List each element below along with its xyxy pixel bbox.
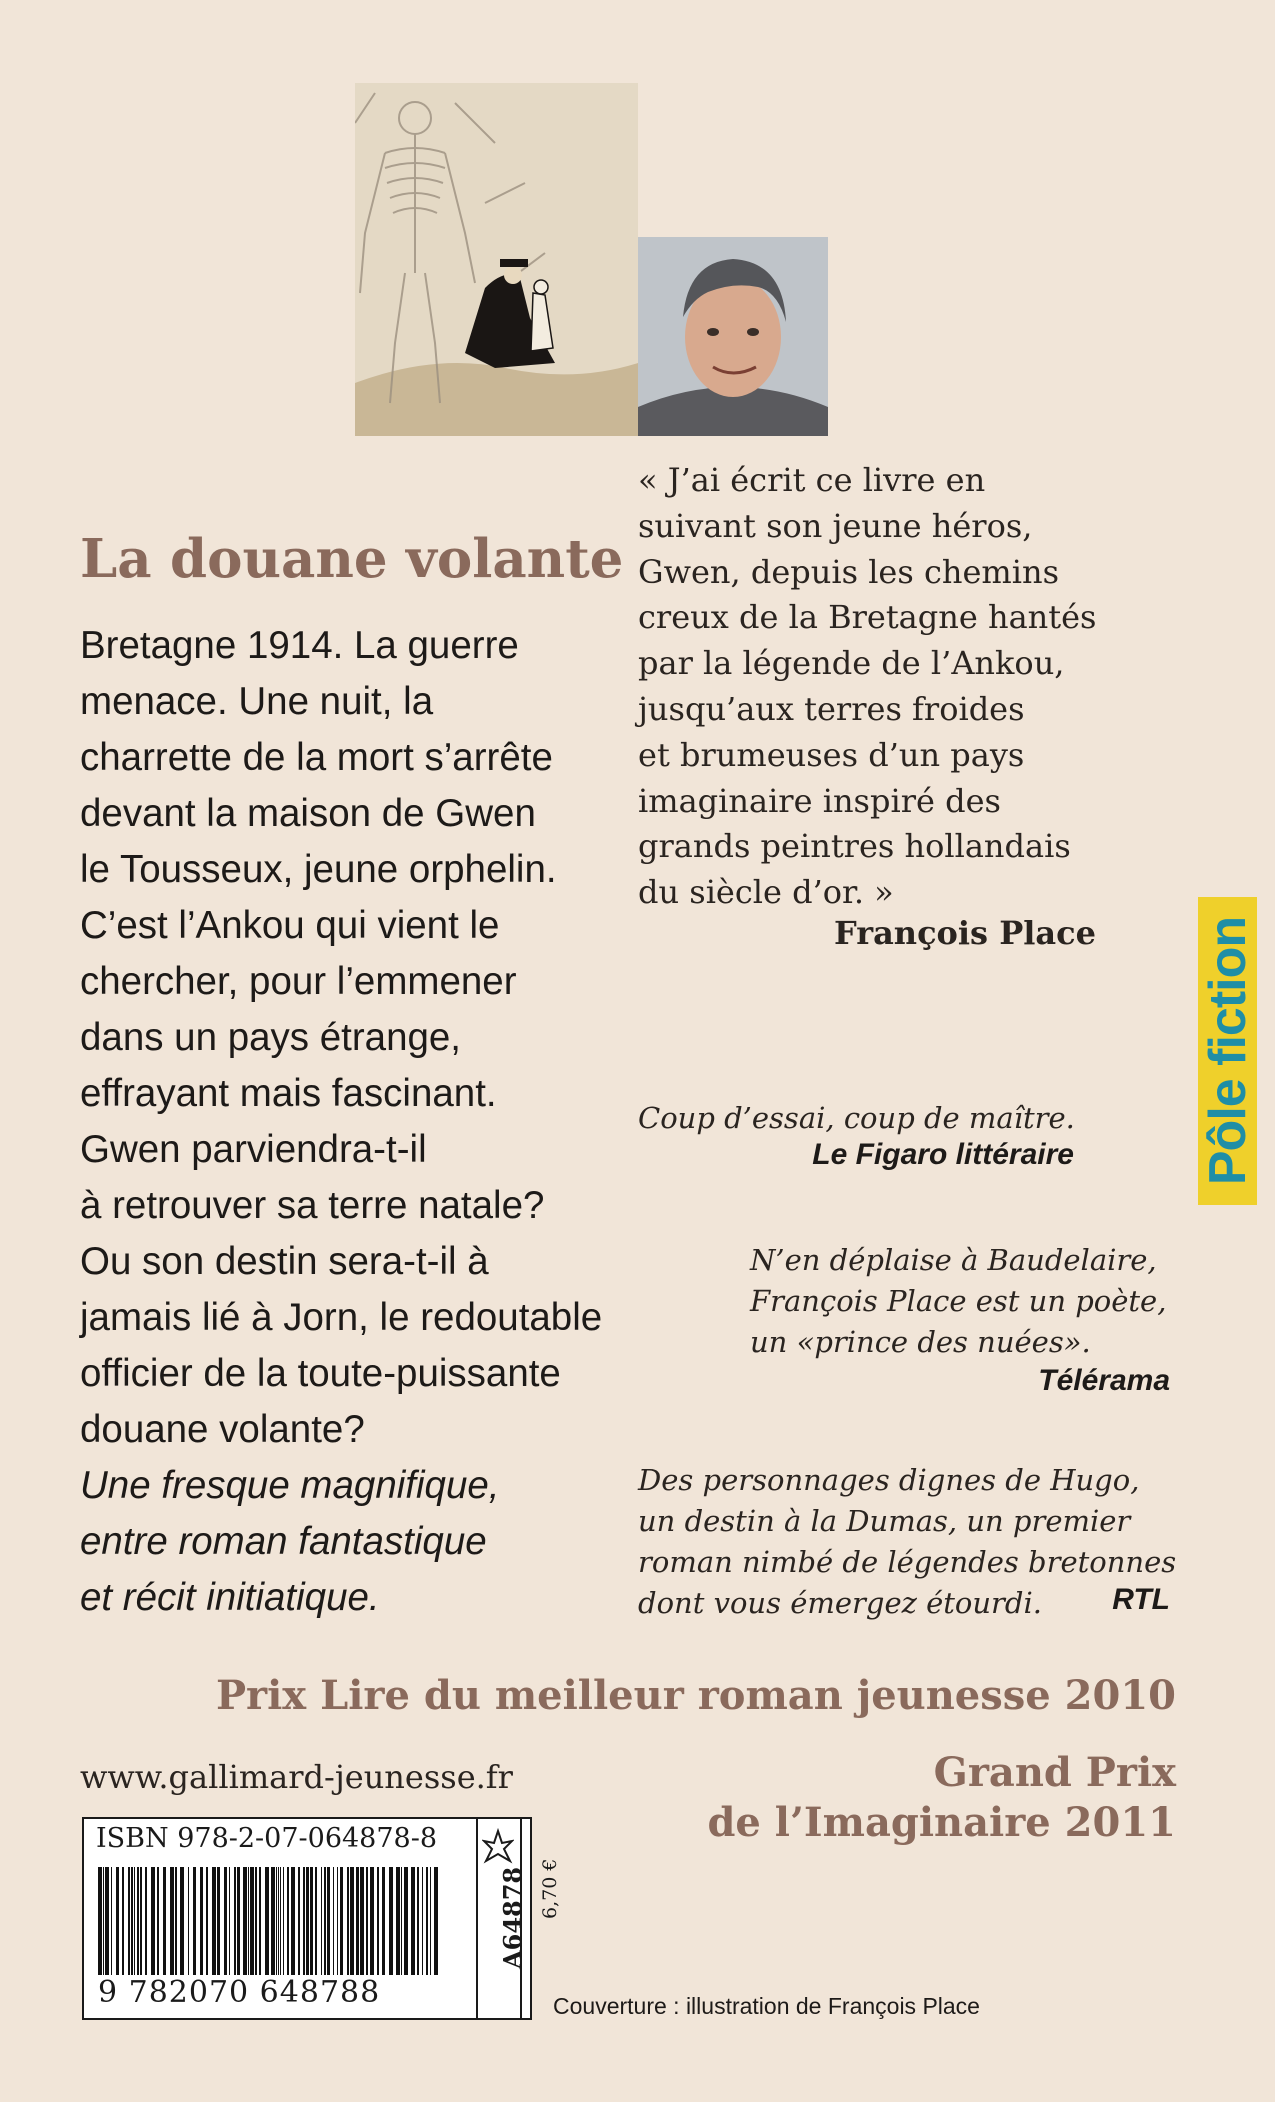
review-line: dont vous émergez étourdi. <box>638 1586 1042 1620</box>
barcode-bar <box>411 1867 415 1975</box>
barcode-bar <box>291 1867 295 1975</box>
barcode-bar <box>140 1867 142 1975</box>
barcode-bar <box>103 1867 104 1975</box>
barcode-bar <box>243 1867 247 1975</box>
review-source: RTL <box>1112 1583 1170 1616</box>
quote-line: creux de la Bretagne hantés <box>638 598 1097 637</box>
barcode-bar <box>280 1867 281 1975</box>
quote-line: grands peintres hollandais <box>638 827 1071 866</box>
barcode-bar <box>128 1867 130 1975</box>
barcode-bar <box>333 1867 334 1975</box>
barcode-bar <box>170 1867 174 1975</box>
barcode-bar <box>315 1867 317 1975</box>
author-photo <box>638 237 828 436</box>
quote-line: « J’ai écrit ce livre en <box>638 461 986 499</box>
tagline-line: Une fresque magnifique, <box>80 1464 500 1507</box>
barcode-bar <box>206 1867 208 1975</box>
review-text <box>750 1240 1166 1363</box>
divider <box>476 1819 478 2018</box>
barcode-bar <box>271 1867 275 1975</box>
synopsis-line: devant la maison de Gwen <box>80 792 536 835</box>
barcode-bar <box>366 1867 368 1975</box>
barcode-bar <box>417 1867 419 1975</box>
barcode-bar <box>340 1867 343 1975</box>
barcode-bar <box>434 1867 438 1975</box>
publisher-logo-icon <box>482 1827 514 1867</box>
barcode-bar <box>224 1867 227 1975</box>
barcode-bar <box>298 1867 300 1975</box>
synopsis-line: chercher, pour l’emmener <box>80 960 517 1003</box>
barcode-bar <box>350 1867 354 1975</box>
barcode-bar <box>234 1867 236 1975</box>
synopsis-line: Gwen parviendra-t-il <box>80 1128 427 1171</box>
review-line: un destin à la Dumas, un premier <box>638 1504 1131 1538</box>
barcode-bar <box>396 1867 400 1975</box>
review-line: roman nimbé de légendes bretonnes <box>638 1545 1177 1579</box>
award-grand-prix <box>600 1748 1176 1848</box>
barcode-bar <box>248 1867 249 1975</box>
barcode-bar <box>404 1867 408 1975</box>
barcode-bar <box>324 1867 326 1975</box>
quote-line: par la légende de l’Ankou, <box>638 644 1065 683</box>
barcode-bar <box>122 1867 124 1975</box>
review-line: Coup d’essai, coup de maître. <box>638 1101 1075 1135</box>
synopsis-line: le Tousseux, jeune orphelin. <box>80 848 557 891</box>
barcode-bar <box>389 1867 393 1975</box>
barcode-bar <box>265 1867 269 1975</box>
synopsis-line: douane volante? <box>80 1408 365 1451</box>
quote-line: du siècle d’or. » <box>638 873 894 912</box>
barcode-bar <box>347 1867 349 1975</box>
barcode-bar <box>163 1867 166 1975</box>
internal-code: A64878 <box>498 1866 527 1969</box>
barcode-bars <box>96 1867 442 1975</box>
barcode-bar <box>212 1867 216 1975</box>
barcode-bar <box>255 1867 257 1975</box>
quote-line: et brumeuses d’un pays <box>638 735 1025 774</box>
barcode-bar <box>278 1867 279 1975</box>
review-line: un «prince des nuées». <box>750 1325 1091 1359</box>
review-source: Le Figaro littéraire <box>812 1138 1074 1171</box>
book-title: La douane volante <box>80 528 624 590</box>
cover-illustration <box>355 83 638 436</box>
synopsis-line: Bretagne 1914. La guerre <box>80 624 519 667</box>
synopsis-line: C’est l’Ankou qui vient le <box>80 904 500 947</box>
barcode-bar <box>180 1867 184 1975</box>
barcode-bar <box>145 1867 147 1975</box>
isbn-label: ISBN 978-2-07-064878-8 <box>96 1823 438 1854</box>
barcode-digits: 9 782070 648788 <box>98 1975 381 2010</box>
barcode-bar <box>306 1867 309 1975</box>
barcode-bar <box>377 1867 379 1975</box>
award-line: de l’Imaginaire 2011 <box>707 1799 1176 1846</box>
author-quote <box>638 458 1138 916</box>
publisher-website: www.gallimard-jeunesse.fr <box>80 1758 513 1796</box>
barcode-bar <box>105 1867 109 1975</box>
review-source: Télérama <box>1038 1364 1170 1397</box>
quote-line: jusqu’aux terres froides <box>638 689 1025 728</box>
barcode-bar <box>321 1867 322 1975</box>
barcode-bar <box>229 1867 230 1975</box>
synopsis-line: effrayant mais fascinant. <box>80 1072 497 1115</box>
award-line: Grand Prix <box>933 1749 1176 1796</box>
barcode-bar <box>131 1867 133 1975</box>
barcode-bar <box>134 1867 135 1975</box>
barcode-bar <box>217 1867 220 1975</box>
synopsis-line: dans un pays étrange, <box>80 1016 461 1059</box>
synopsis-line: Ou son destin sera-t-il à <box>80 1240 489 1283</box>
barcode-bar <box>259 1867 261 1975</box>
barcode-bar <box>193 1867 196 1975</box>
quote-author: François Place <box>834 914 1096 952</box>
cover-credit: Couverture : illustration de François Place <box>553 1993 980 2019</box>
barcode-bar <box>430 1867 431 1975</box>
barcode-bar <box>151 1867 155 1975</box>
barcode-bar <box>360 1867 364 1975</box>
barcode-bar <box>382 1867 385 1975</box>
barcode-bar <box>116 1867 119 1975</box>
quote-line: Gwen, depuis les chemins <box>638 552 1060 591</box>
synopsis-line: charrette de la mort s’arrête <box>80 736 553 779</box>
barcode-bar <box>276 1867 277 1975</box>
quote-line: suivant son jeune héros, <box>638 506 1033 545</box>
quote-line: imaginaire inspiré des <box>638 781 1001 820</box>
award-prix-lire: Prix Lire du meilleur roman jeunesse 2010 <box>215 1672 1176 1719</box>
barcode-bar <box>111 1867 112 1975</box>
barcode-bar <box>356 1867 359 1975</box>
barcode-bar <box>98 1867 102 1975</box>
barcode-bar <box>422 1867 423 1975</box>
barcode-bar <box>237 1867 240 1975</box>
barcode-bar <box>401 1867 402 1975</box>
review-text <box>638 1098 1075 1139</box>
barcode-bar <box>137 1867 139 1975</box>
barcode-bar <box>303 1867 305 1975</box>
series-label: Pôle fiction <box>1198 916 1257 1186</box>
barcode-bar <box>175 1867 177 1975</box>
synopsis-line: à retrouver sa terre natale? <box>80 1184 545 1227</box>
barcode-bar <box>287 1867 289 1975</box>
barcode-bar <box>310 1867 313 1975</box>
barcode-bar <box>337 1867 338 1975</box>
tagline-line: et récit initiatique. <box>80 1576 380 1619</box>
synopsis-line: officier de la toute-puissante <box>80 1352 561 1395</box>
barcode-bar <box>426 1867 428 1975</box>
barcode-bar <box>188 1867 189 1975</box>
synopsis-line: jamais lié à Jorn, le redoutable <box>80 1296 603 1339</box>
review-line: François Place est un poète, <box>750 1284 1167 1318</box>
barcode-bar <box>283 1867 284 1975</box>
synopsis-line: menace. Une nuit, la <box>80 680 434 723</box>
synopsis <box>80 618 620 1626</box>
review-line: N’en déplaise à Baudelaire, <box>750 1243 1157 1277</box>
barcode-bar <box>250 1867 254 1975</box>
review-line: Des personnages dignes de Hugo, <box>638 1463 1140 1497</box>
tagline-line: entre roman fantastique <box>80 1520 487 1563</box>
barcode-bar <box>157 1867 159 1975</box>
barcode-bar <box>370 1867 374 1975</box>
barcode-bar <box>200 1867 203 1975</box>
price: 6,70 € <box>539 1858 561 1919</box>
barcode-bar <box>327 1867 330 1975</box>
series-tab <box>1198 897 1257 1205</box>
barcode-box <box>82 1817 561 2020</box>
